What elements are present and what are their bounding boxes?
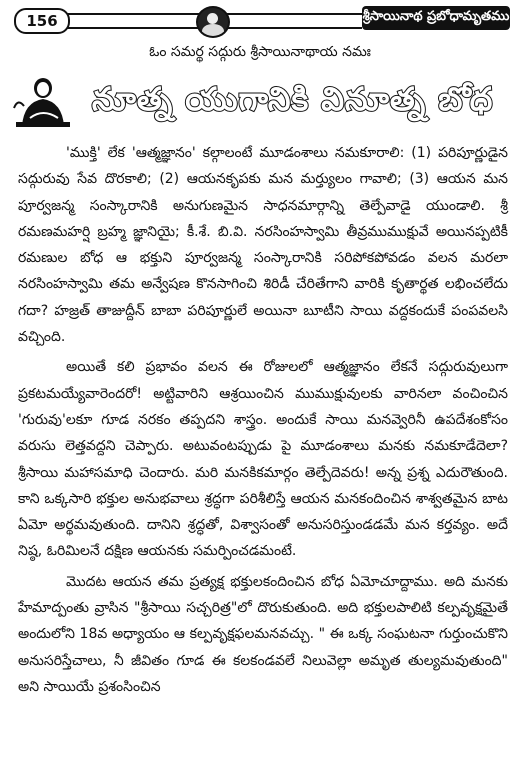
book-title: శ్రీసాయినాథ ప్రబోధామృతము bbox=[362, 6, 510, 30]
paragraph: 'ముక్తి' లేక 'ఆత్మజ్ఞానం' కల్గాలంటే మూడంశాలు నమకూరాలి: (1) పరిపూర్ణుడైన సద్గురువు సేవ దొరకాలి; (2) ఆయనకృపకు మన మర్త్యులం గావాలి; (3) ఆయన మన పూర్వజన్మ సంస్కారానికి అనుగుణమైన సాధనమార్గాన్ని తెల్పేవాడై యుండాలి. శ్రీ రమణమహర్షి బ్రహ్మ జ్ఞానియై; కీ.శే. బి.వి. నరసింహస్వామి తీవ్రముముక్షువే అయినప్పటికీ రమణుల బోధ ఆ భక్తుని పూర్వజన్మ సంస్కారానికి సరిపోకపోవడం వలన మరలా నరసింహస్వామి తమ అన్వేషణ కొనసాగించి శిరిడీ చేరితేగాని వారికి కృతార్థత లభించలేదు గదా? హజ్రత్ తాజుద్దీన్ బాబా పరిపూర్ణులే అయినా బూటీని సాయి వద్దకందుకే పంపవలసి వచ్చింది. bbox=[18, 145, 508, 346]
article-title: నూత్న యుగానికి వినూత్న బోధ bbox=[92, 80, 494, 118]
seated-sai-baba-illustration bbox=[8, 68, 78, 130]
sai-baba-portrait-icon bbox=[196, 6, 230, 38]
invocation-line: ఓం సమర్థ సద్గురు శ్రీసాయినాథాయ నమః bbox=[149, 44, 371, 60]
paragraph: అయితే కలి ప్రభావం వలన ఈ రోజులలో ఆత్మజ్ఞానం లేకనే సద్గురువులుగా ప్రకటమయ్యేవారెందరో! అట్టివారిని ఆశ్రయించిన ముముక్షువులకు వారినలా వంచించిన 'గురువు'లకూ గూడ నరకం తప్పదని శాస్త్రం. అందుకే సాయి మనవ్వెరినీ ఉపదేశంకోసం వరుసు లెత్తవద్దని చెప్పారు. అటువంటప్పుడు పై మూడంశాలు మనకు నమకూడేదెలా? శ్రీసాయి మహాసమాధి చెందారు. మరి మనకికమార్గం తెల్పేదెవరు! అన్న ప్రశ్న ఎదురౌతుంది. కాని ఒక్కసారి భక్తుల అనుభవాలు శ్రద్ధగా పరిశీలిస్తే ఆయన మనకందించిన శాశ్వతమైన బాట ఏమో అర్థమవుతుంది. దానిని శ్రద్ధతో, విశ్వాసంతో అనుసరిస్తుండడమే మన కర్తవ్యం. అదే నిష్ఠ, ఓరిమిలనే దక్షిణ ఆయనకు సమర్పించడమంటే. bbox=[18, 359, 508, 560]
page-header bbox=[6, 6, 512, 36]
article-body bbox=[18, 140, 508, 700]
page-number: 156 bbox=[14, 8, 70, 34]
paragraph: మొదట ఆయన తమ ప్రత్యక్ష భక్తులకందించిన బోధ ఏమోచూద్దాము. అది మనకు హేమాద్పంతు వ్రాసిన "శ్రీసాయి సచ్చరిత్ర"లో దొరుకుతుంది. అది భక్తులపాలిటి కల్పవృక్షమైతే అందులోని 18వ అధ్యాయం ఆ కల్పవృక్షఫలమనవచ్చు. " ఈ ఒక్క సంఘటనా గుర్తుంచుకొని అనుసరిస్తేచాలు, నీ జీవితం గూడ ఈ కలకండవలే నిలువెల్లా అమృత తుల్యమవుతుంది" అని సాయియే ప్రశంసించిన bbox=[18, 573, 508, 695]
